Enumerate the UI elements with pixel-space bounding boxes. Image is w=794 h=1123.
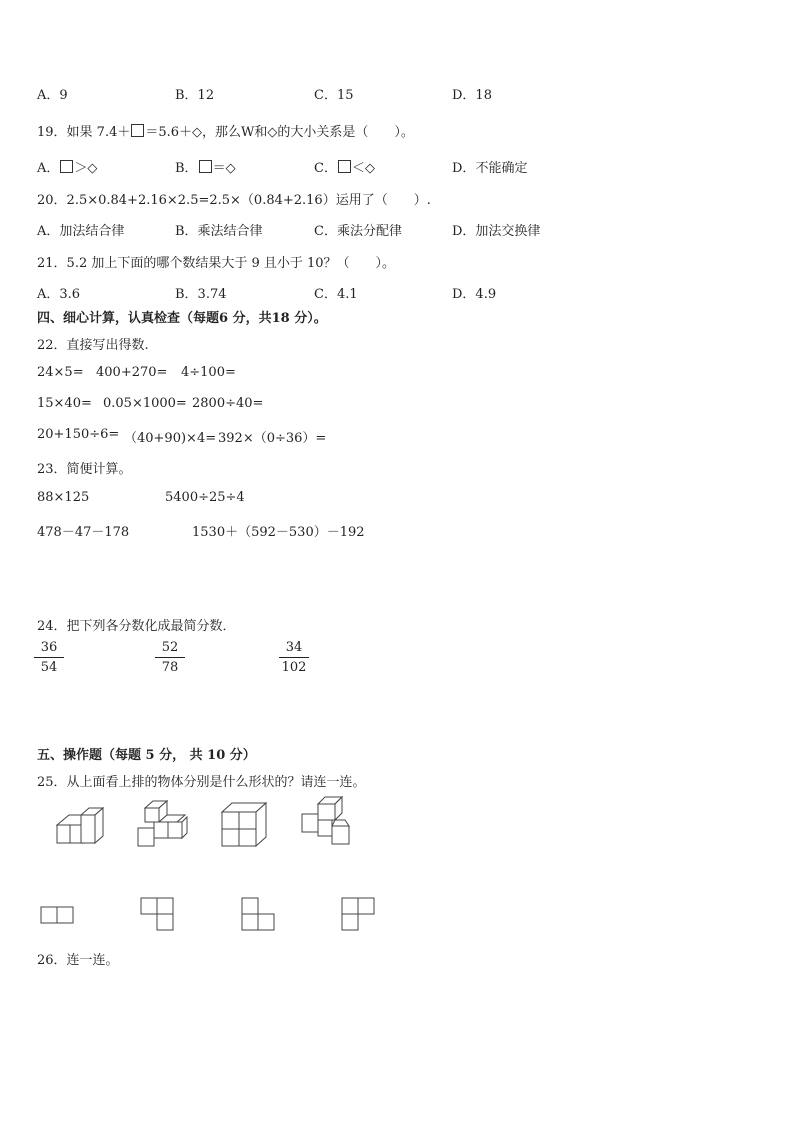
q18-option-d: D．18	[452, 88, 492, 103]
q21-option-b: B．3.74	[175, 287, 227, 302]
q22-expr: 4÷100=	[181, 365, 236, 380]
q24-stem: 24．把下列各分数化成最简分数．	[37, 619, 236, 634]
q19-option-d: D．不能确定	[452, 161, 528, 176]
q19-option-b: B． ＝◇	[175, 161, 236, 176]
top-view-shape-1	[40, 906, 76, 926]
q19-option-c: C． ＜◇	[314, 161, 375, 176]
q22-expr: 400+270=	[96, 365, 168, 380]
q22-expr: （40+90)×4=	[124, 431, 217, 446]
cube-figure-2	[135, 800, 190, 852]
top-view-shape-4	[341, 897, 377, 933]
q20-option-a: A．加法结合律	[37, 224, 125, 239]
q20-option-d: D．加法交换律	[452, 224, 541, 239]
q22-stem: 22．直接写出得数.	[37, 338, 149, 353]
q19-stem-mid: ＝5.6＋◇，那么W和◇的大小关系是（ ）。	[145, 125, 414, 140]
q25-stem: 25．从上面看上排的物体分别是什么形状的？请连一连。	[37, 775, 366, 790]
blank-square-icon	[199, 160, 212, 173]
q22-expr: 392×（0÷36）=	[218, 431, 327, 446]
q22-expr: 24×5=	[37, 365, 84, 380]
fraction: $\frac{52}{78}$	[155, 640, 185, 675]
q23-stem: 23．简便计算。	[37, 462, 132, 477]
q18-option-b: B．12	[175, 88, 215, 103]
q18-option-c: C．15	[314, 88, 354, 103]
fraction: $\frac{36}{54}$	[34, 640, 64, 675]
top-view-shape-3	[241, 897, 277, 933]
section-4-title: 四、细心计算，认真检查（每题6 分，共18 分）。	[37, 311, 327, 326]
cube-figure-1	[55, 805, 105, 847]
fraction: $\frac{34}{102}$	[279, 640, 309, 675]
cube-figure-4	[300, 796, 358, 848]
q22-expr: 20+150÷6=	[37, 427, 120, 442]
q19-option-a: A． ＞◇	[37, 161, 98, 176]
q22-expr: 15×40=	[37, 396, 92, 411]
q21-option-d: D．4.9	[452, 287, 497, 302]
q23-expr: 1530＋（592－530）－192	[192, 525, 365, 540]
q23-expr: 478－47－178	[37, 525, 130, 540]
q22-expr: 0.05×1000=	[103, 396, 187, 411]
cube-figure-3	[220, 802, 270, 850]
q21-option-a: A．3.6	[37, 287, 81, 302]
top-view-shape-2	[140, 897, 176, 933]
blank-square-icon	[131, 124, 144, 137]
q21-stem: 21．5.2 加上下面的哪个数结果大于 9 且小于 10？（ ）。	[37, 256, 396, 271]
section-5-title: 五、操作题（每题 5 分， 共 10 分）	[37, 748, 256, 763]
q19-stem	[37, 121, 414, 140]
q26-stem: 26．连一连。	[37, 953, 119, 968]
q19-stem-pre: 19．如果 7.4＋	[37, 125, 131, 140]
q23-expr: 5400÷25÷4	[165, 490, 245, 505]
q20-option-b: B．乘法结合律	[175, 224, 263, 239]
q23-expr: 88×125	[37, 490, 90, 505]
q22-expr: 2800÷40=	[192, 396, 264, 411]
blank-square-icon	[338, 160, 351, 173]
q18-option-a: A．9	[37, 88, 68, 103]
q20-option-c: C．乘法分配律	[314, 224, 402, 239]
q20-stem: 20．2.5×0.84+2.16×2.5=2.5×（0.84+2.16）运用了（ ）.	[37, 193, 431, 208]
blank-square-icon	[60, 160, 73, 173]
q21-option-c: C．4.1	[314, 287, 358, 302]
